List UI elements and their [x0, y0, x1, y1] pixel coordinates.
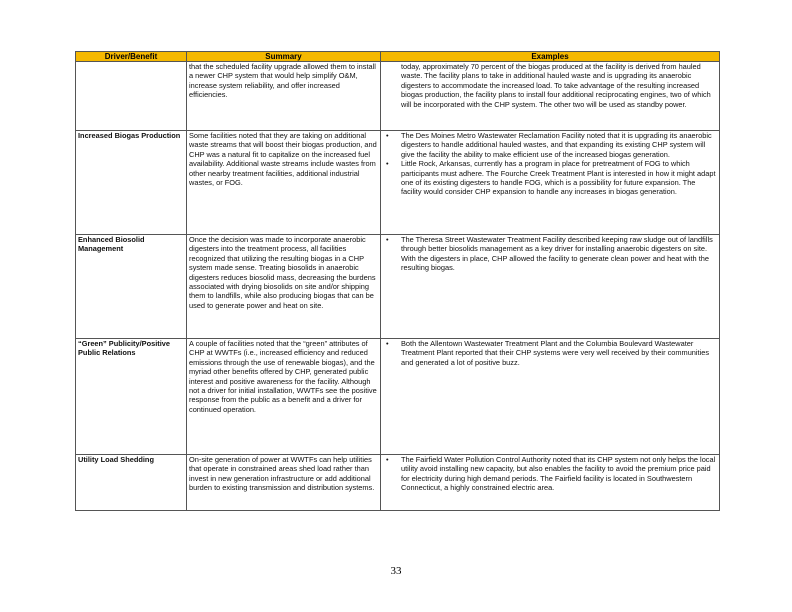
example-text: today, approximately 70 percent of the biogas produced at the facility is derived from hauled waste. The facility plans to take in additional hauled waste and is upgrading its anaerobic digesters to accommodate the increased load. To take advantage of the resulting increased biogas production, the facility plans to install four additional reciprocating engines, two of which will be incorporated with the CHP system. The other two will be used as standby power. — [401, 62, 711, 109]
examples-cell — [381, 455, 720, 511]
examples-cell — [381, 235, 720, 339]
bullet-icon: • — [386, 159, 389, 169]
summary-cell: Some facilities noted that they are taking on additional waste streams that will boost their biogas production, and CHP was a natural fit to capitalize on the increased fuel availability. Additional waste streams include wastes from other nearby treatment facilities, additional industrial wastes, or FOG. — [187, 131, 381, 235]
list-item — [383, 455, 717, 493]
example-text: The Des Moines Metro Wastewater Reclamation Facility noted that it is upgrading its anaerobic digesters to handle additional hauled wastes, and that expanding its existing CHP system will give the facility the ability to make efficient use of the increased biogas generation. — [401, 131, 712, 159]
list-item — [383, 339, 717, 367]
bullet-icon: • — [386, 131, 389, 140]
header-examples: Examples — [381, 52, 720, 62]
header-summary: Summary — [187, 52, 381, 62]
examples-cell — [381, 62, 720, 131]
bullet-icon: • — [386, 455, 389, 464]
summary-cell: A couple of facilities noted that the “green” attributes of CHP at WWTFs (i.e., increased efficiency and reduced emissions through the use of renewable biogas), and the myriad other benefits offered by CHP, generated public interest and positive awareness for the facility. Although not a driver for initial installation, WWTFs see the positive response from the public as a benefit and a driver for continued operation. — [187, 339, 381, 455]
summary-cell: On-site generation of power at WWTFs can help utilities that operate in constrained areas shed load rather than invest in new generation infrastructure or add additional burden to existing transmission and distribution systems. — [187, 455, 381, 511]
driver-cell: Utility Load Shedding — [76, 455, 187, 511]
driver-cell: “Green” Publicity/Positive Public Relations — [76, 339, 187, 455]
driver-cell: Enhanced Biosolid Management — [76, 235, 187, 339]
table-row — [76, 62, 720, 131]
examples-cell — [381, 339, 720, 455]
table-row — [76, 339, 720, 455]
summary-cell: that the scheduled facility upgrade allowed them to install a newer CHP system that would help simplify O&M, increase system reliability, and offer increased efficiencies. — [187, 62, 381, 131]
examples-cell — [381, 131, 720, 235]
summary-cell: Once the decision was made to incorporate anaerobic digesters into the treatment process, all facilities recognized that utilizing the resulting biogas in a CHP system made sense. Treating biosolids in anaerobic digesters reduces biosolid mass, decreasing the burdens associated with drying biosolids on site and/or shipping them to landfills, while also producing biogas that can be used to generate power and heat on site. — [187, 235, 381, 339]
list-item — [383, 131, 717, 159]
table-row — [76, 455, 720, 511]
bullet-icon: • — [386, 339, 389, 348]
drivers-benefits-table-container — [75, 51, 719, 511]
table-row — [76, 131, 720, 235]
list-item — [383, 159, 717, 197]
table-header-row — [76, 52, 720, 62]
driver-cell: Increased Biogas Production — [76, 131, 187, 235]
list-item — [383, 235, 717, 273]
drivers-benefits-table — [75, 51, 720, 511]
example-text: Little Rock, Arkansas, currently has a program in place for pretreatment of FOG to which participants must adhere. The Fourche Creek Treatment Plant is interested in how it might adapt one of its existing digesters to handle FOG, which is a possibility for future expansion. The facility would consider CHP expansion to handle any increases in biogas generation. — [401, 159, 716, 197]
driver-cell — [76, 62, 187, 131]
header-driver-benefit: Driver/Benefit — [76, 52, 187, 62]
example-text: Both the Allentown Wastewater Treatment Plant and the Columbia Boulevard Wastewater Treatment Plant reported that their CHP systems were very well received by their communities and generated a lot of positive buzz. — [401, 339, 710, 367]
page-number: 33 — [390, 565, 402, 577]
example-text: The Theresa Street Wastewater Treatment Facility described keeping raw sludge out of landfills through better biosolids management as a key driver for installing anaerobic digesters on site. With the digesters in place, CHP allowed the facility to generate clean power and heat with the resulting biogas. — [401, 235, 713, 273]
example-text: The Fairfield Water Pollution Control Authority noted that its CHP system not only helps the local utility avoid installing new capacity, but also enables the facility to avoid the premium price paid for electricity during high demand periods. The Fairfield facility is located in Southwestern Connecticut, a highly constrained electric area. — [401, 455, 716, 493]
table-row — [76, 235, 720, 339]
bullet-icon: • — [386, 235, 389, 244]
